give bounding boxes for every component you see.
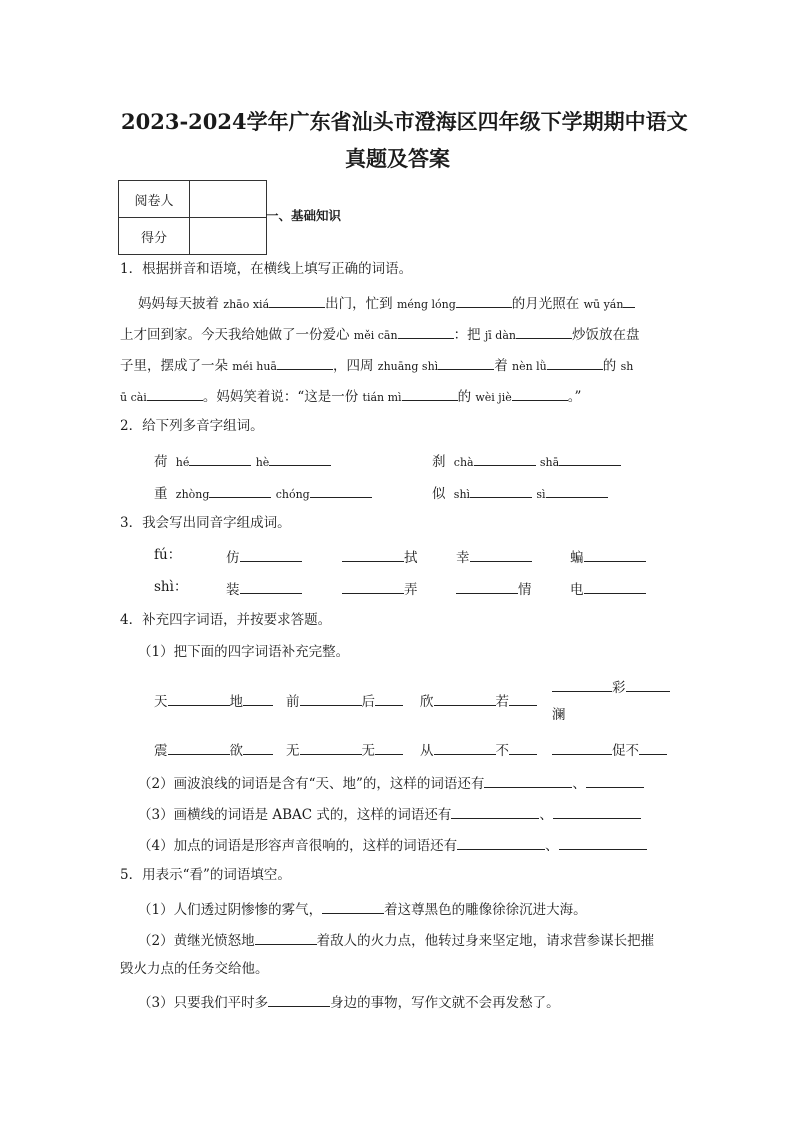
answer-blank[interactable] [255, 929, 317, 945]
q4-idiom-2: 前 后 [286, 690, 403, 711]
pinyin: ū cài [120, 391, 147, 404]
q4-idiom-8: 促不 [552, 739, 667, 760]
q2-stem: 2．给下列多音字组词。 [120, 418, 264, 434]
answer-blank[interactable] [189, 450, 251, 466]
q4-sub3: （3）画横线的词语是 ABAC 式的，这样的词语还有 、 [138, 803, 641, 824]
q4-sub1: （1）把下面的四字词语补充完整。 [138, 644, 350, 660]
answer-blank[interactable] [516, 323, 572, 339]
answer-blank[interactable] [434, 739, 496, 755]
answer-blank[interactable] [484, 772, 572, 788]
answer-blank[interactable] [584, 578, 646, 594]
q4-idiom-5: 震 欲 [154, 739, 273, 760]
pinyin: zhāo xiá [223, 298, 270, 311]
pinyin: sh [620, 360, 634, 373]
answer-blank[interactable] [147, 385, 203, 401]
answer-blank[interactable] [451, 803, 539, 819]
score-cell[interactable] [190, 218, 267, 255]
answer-blank[interactable] [553, 803, 641, 819]
section-title: 一、基础知识 [266, 208, 342, 223]
q5-sentence2-cont: 毁火力点的任务交给他。 [120, 961, 269, 977]
answer-blank[interactable] [375, 739, 403, 755]
document-title-line1: 2023-2024学年广东省汕头市澄海区四年级下学期期中语文 [121, 109, 688, 134]
pinyin: méi huā [232, 360, 277, 373]
q3-row2-item1: 装 [226, 578, 302, 599]
q2-item-cha: 刹 chà shā [432, 450, 621, 472]
answer-blank[interactable] [209, 482, 271, 498]
q2-item-zhong: 重 zhòng chóng [154, 482, 372, 504]
q5-stem: 5．用表示“看”的词语填空。 [120, 867, 291, 883]
answer-blank[interactable] [456, 578, 518, 594]
q2-item-si: 似 shì sì [432, 482, 608, 504]
pinyin: jī dàn [484, 329, 516, 342]
answer-blank[interactable] [584, 546, 646, 562]
q5-sentence1: （1）人们透过阴惨惨的雾气， 着这尊黑色的雕像徐徐沉进大海。 [138, 898, 587, 919]
answer-blank[interactable] [269, 292, 325, 308]
answer-blank[interactable] [474, 450, 536, 466]
answer-blank[interactable] [438, 354, 494, 370]
answer-blank[interactable] [240, 578, 302, 594]
pinyin: méng lóng [396, 298, 456, 311]
pinyin: zhuāng shì [377, 360, 439, 373]
q3-row1-item1: 仿 [226, 546, 302, 567]
answer-blank[interactable] [623, 292, 635, 308]
pinyin: wū yán [583, 298, 624, 311]
answer-blank[interactable] [342, 546, 404, 562]
q1-line3: 子里，摆成了一朵 méi huā ，四周 zhuāng shì 着 nèn lǜ 的 sh [120, 354, 633, 376]
answer-blank[interactable] [240, 546, 302, 562]
answer-blank[interactable] [586, 772, 644, 788]
q1-stem: 1．根据拼音和语境，在横线上填写正确的词语。 [120, 261, 413, 277]
answer-blank[interactable] [268, 991, 330, 1007]
q4-sub2: （2）画波浪线的词语是含有“天、地”的，这样的词语还有 、 [138, 772, 644, 793]
answer-blank[interactable] [310, 482, 372, 498]
q4-sub4: （4）加点的词语是形容声音很响的，这样的词语还有 、 [138, 834, 647, 855]
q5-sentence3: （3）只要我们平时多 身边的事物，写作文就不会再发愁了。 [138, 991, 560, 1012]
reviewer-label: 阅卷人 [119, 181, 190, 218]
answer-blank[interactable] [300, 739, 362, 755]
answer-blank[interactable] [512, 385, 568, 401]
answer-blank[interactable] [402, 385, 458, 401]
q4-idiom-4: 彩 [552, 676, 670, 697]
q1-line1: 妈妈每天披着 zhāo xiá 出门，忙到 méng lóng 的月光照在 wū yán [138, 292, 635, 314]
answer-blank[interactable] [322, 898, 384, 914]
answer-blank[interactable] [243, 690, 273, 706]
answer-blank[interactable] [457, 834, 545, 850]
q3-row2-label: shì： [154, 579, 188, 595]
q4-idiom-7: 从 不 [420, 739, 537, 760]
answer-blank[interactable] [552, 676, 612, 692]
q3-row1-label: fú： [154, 547, 182, 563]
answer-blank[interactable] [470, 482, 532, 498]
answer-blank[interactable] [546, 482, 608, 498]
pinyin: měi cān [353, 329, 398, 342]
q3-stem: 3．我会写出同音字组成词。 [120, 515, 291, 531]
answer-blank[interactable] [626, 676, 670, 692]
answer-blank[interactable] [639, 739, 667, 755]
answer-blank[interactable] [168, 739, 230, 755]
pinyin: nèn lǜ [511, 360, 547, 373]
score-table [118, 180, 267, 255]
answer-blank[interactable] [509, 690, 537, 706]
document-title-line2: 真题及答案 [345, 146, 450, 171]
q3-row2-item3: 情 [456, 578, 532, 599]
q4-idiom-6: 无 无 [286, 739, 403, 760]
q1-line2: 上才回到家。今天我给她做了一份爱心 měi cān ：把 jī dàn 炒饭放在盘 [120, 323, 639, 345]
answer-blank[interactable] [300, 690, 362, 706]
score-label: 得分 [119, 218, 190, 255]
pinyin: wèi jiè [475, 391, 512, 404]
q4-stem: 4．补充四字词语，并按要求答题。 [120, 612, 332, 628]
answer-blank[interactable] [509, 739, 537, 755]
q5-sentence2: （2）黄继光愤怒地 着敌人的火力点，他转过身来坚定地，请求营参谋长把摧 [138, 929, 654, 950]
q4-idiom-4-tail: 澜 [552, 707, 566, 723]
q4-idiom-3: 欣 若 [420, 690, 537, 711]
q4-idiom-1: 天 地 [154, 690, 273, 711]
q3-row2-item2: 弄 [342, 578, 418, 599]
q3-row2-item4: 电 [570, 578, 646, 599]
answer-blank[interactable] [456, 292, 512, 308]
answer-blank[interactable] [398, 323, 454, 339]
q3-row1-item3: 幸 [456, 546, 532, 567]
q3-row1-item4: 蝙 [570, 546, 646, 567]
q2-item-he: 荷 hé hè [154, 450, 331, 472]
q3-row1-item2: 拭 [342, 546, 418, 567]
answer-blank[interactable] [375, 690, 403, 706]
reviewer-cell[interactable] [190, 181, 267, 218]
answer-blank[interactable] [269, 450, 331, 466]
answer-blank[interactable] [342, 578, 404, 594]
answer-blank[interactable] [434, 690, 496, 706]
answer-blank[interactable] [547, 354, 603, 370]
answer-blank[interactable] [559, 834, 647, 850]
answer-blank[interactable] [168, 690, 230, 706]
answer-blank[interactable] [277, 354, 333, 370]
answer-blank[interactable] [552, 739, 612, 755]
answer-blank[interactable] [470, 546, 532, 562]
q1-line4: ū cài 。妈妈笑着说：“这是一份 tián mì 的 wèi jiè 。” [120, 385, 581, 407]
answer-blank[interactable] [559, 450, 621, 466]
pinyin: tián mì [362, 391, 402, 404]
answer-blank[interactable] [243, 739, 273, 755]
